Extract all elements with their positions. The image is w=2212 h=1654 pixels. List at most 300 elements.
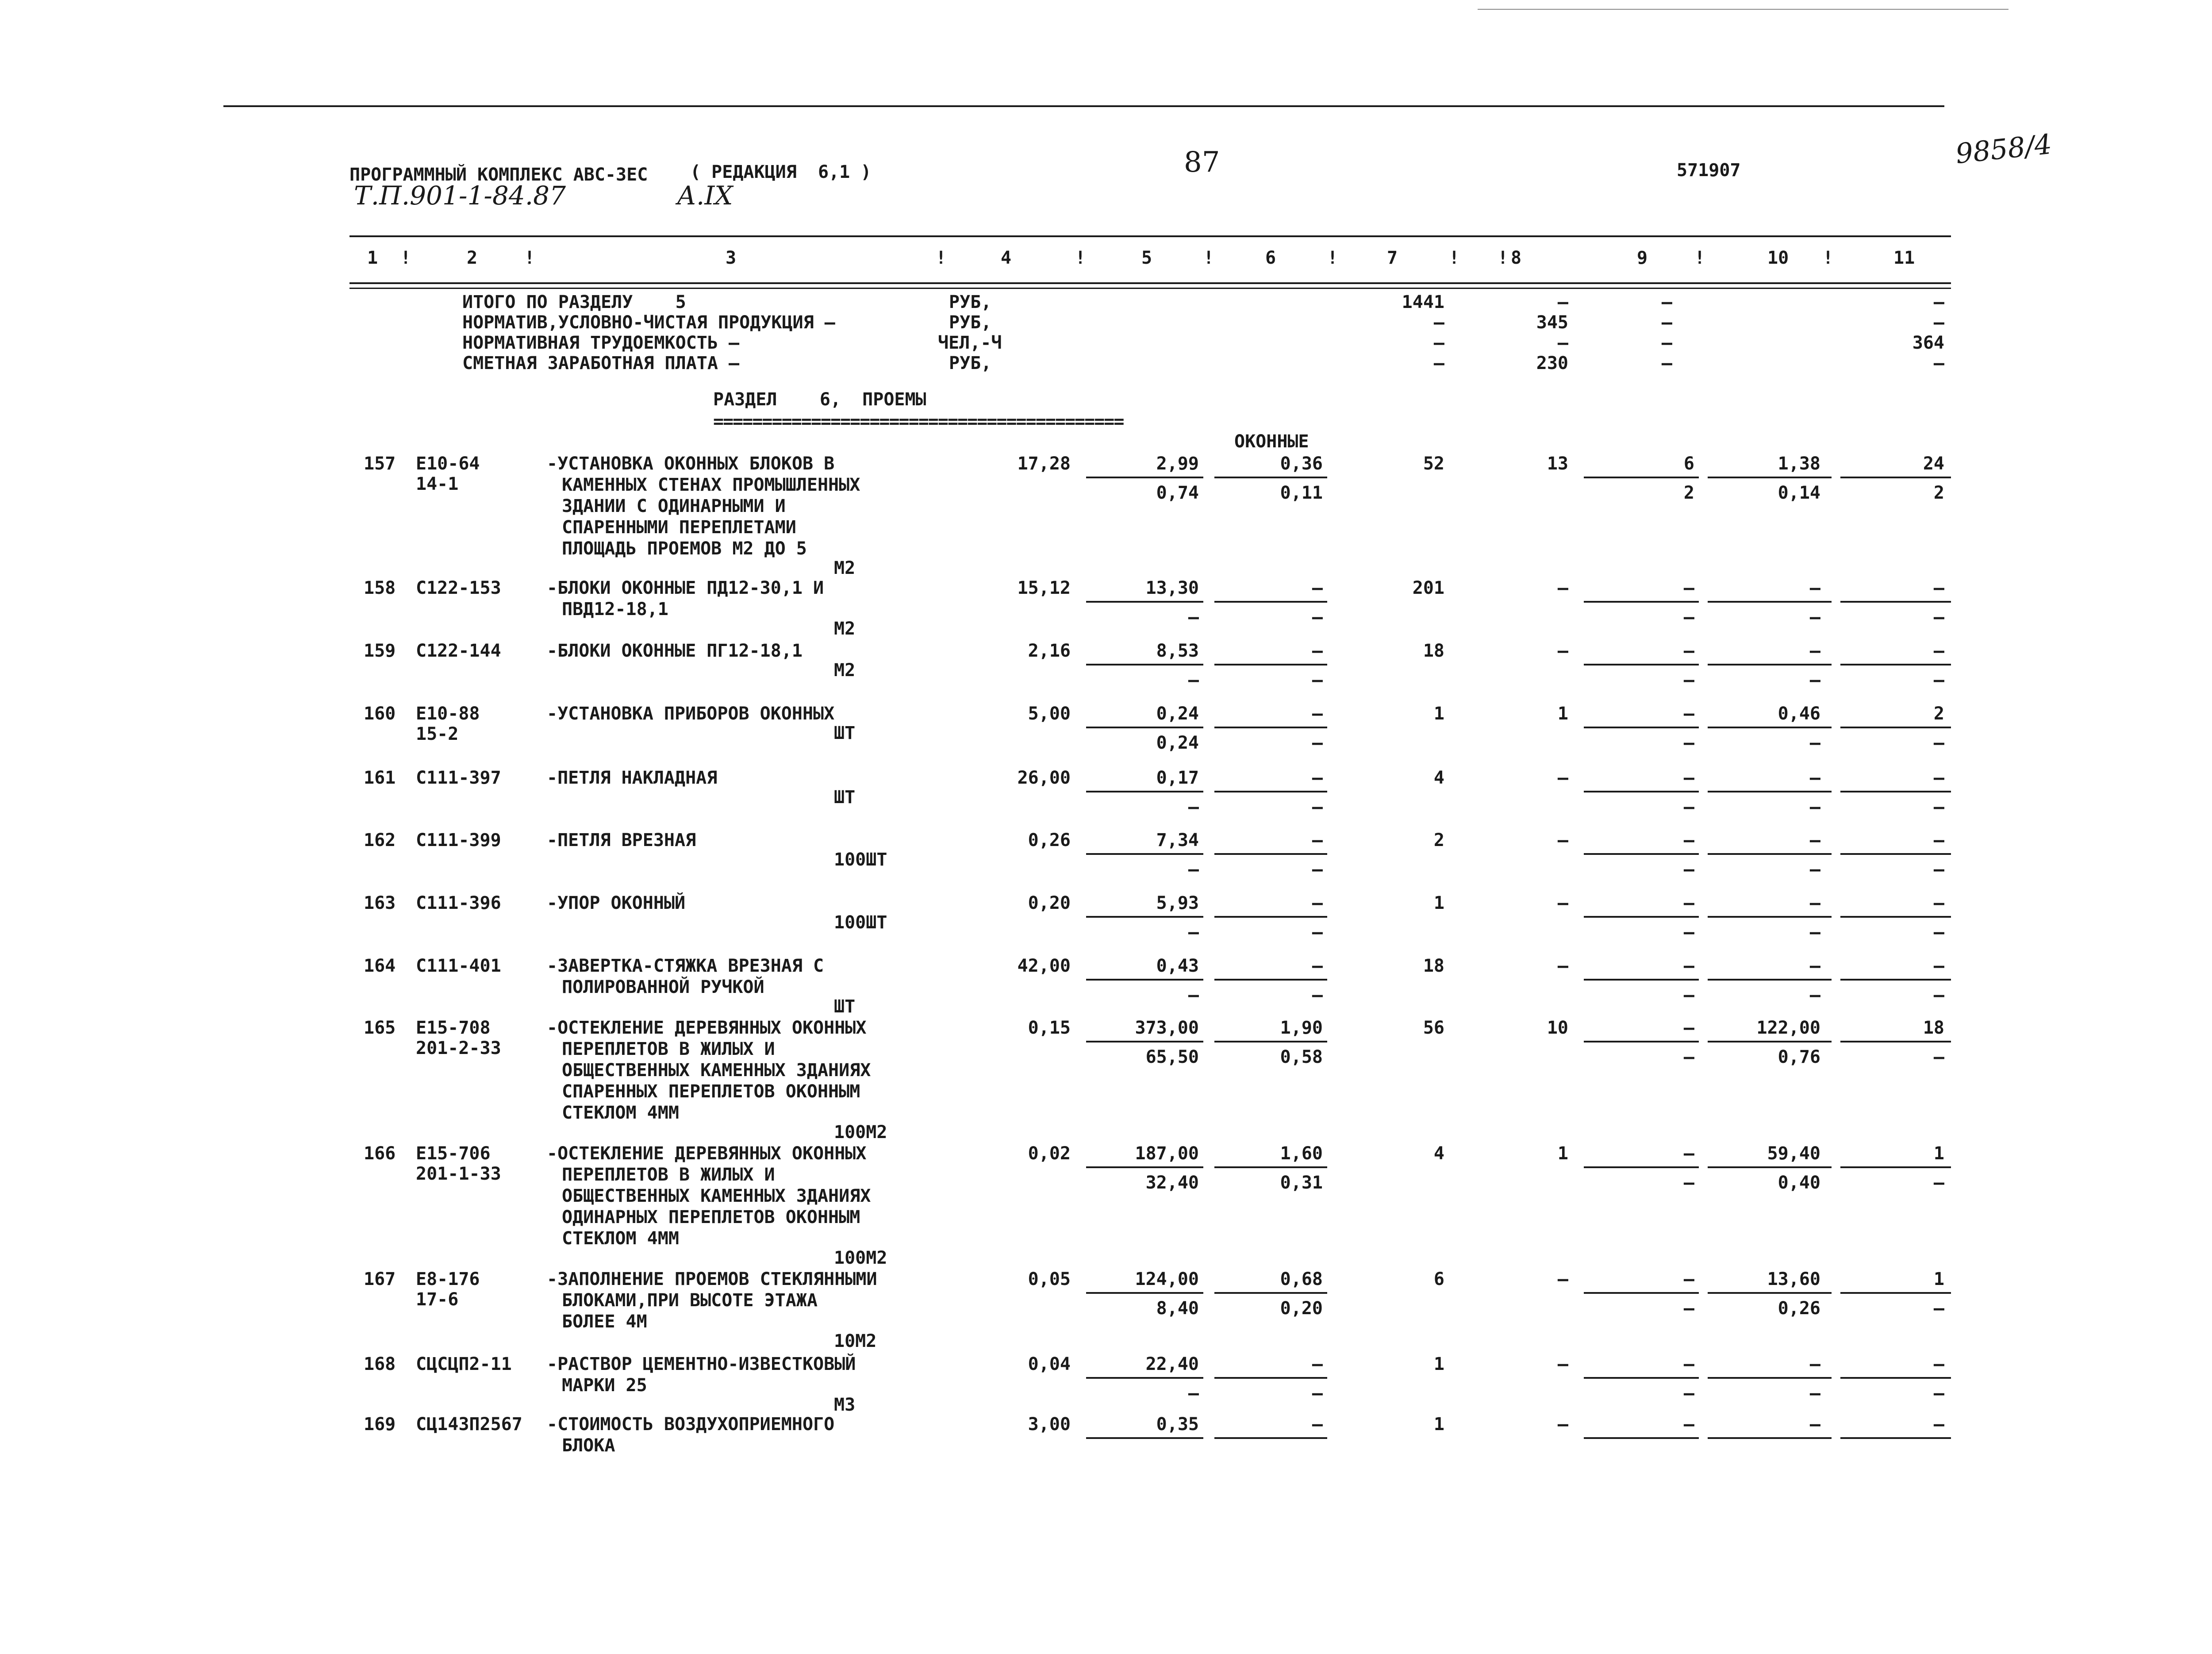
section-title-underline: ==========================================: [713, 412, 1124, 432]
row-code: Е15-708: [416, 1018, 491, 1038]
column-separator: !: [1449, 248, 1460, 268]
row-c10b: –: [1809, 607, 1820, 627]
row-col4-quantity: 3,00: [1028, 1414, 1071, 1435]
row-col4-quantity: 0,20: [1028, 893, 1071, 913]
row-number: 169: [364, 1414, 396, 1435]
row-c8: –: [1557, 1414, 1568, 1435]
row-c5b: –: [1188, 797, 1199, 817]
handwritten-album: А.IX: [677, 181, 733, 211]
row-description-line: -УСТАНОВКА ОКОННЫХ БЛОКОВ В: [547, 454, 835, 474]
row-description-line: МАРКИ 25: [562, 1375, 647, 1396]
row-c7: 52: [1423, 454, 1444, 474]
row-c11-divider: [1840, 664, 1951, 665]
row-c10-divider: [1708, 1437, 1832, 1439]
row-c5-divider: [1086, 477, 1203, 478]
row-description-line: -ПЕТЛЯ ВРЕЗНАЯ: [547, 830, 696, 850]
row-c5-divider: [1086, 1292, 1203, 1294]
row-col4-quantity: 0,26: [1028, 830, 1071, 850]
row-c9b: –: [1683, 670, 1694, 690]
row-description-line: -ОСТЕКЛЕНИЕ ДЕРЕВЯННЫХ ОКОННЫХ: [547, 1018, 867, 1038]
top-faint-rule: [1478, 9, 2008, 10]
row-c6b: –: [1312, 670, 1323, 690]
row-c9: –: [1683, 1143, 1694, 1164]
row-c11: 24: [1923, 454, 1944, 474]
column-header-5: 5: [1141, 248, 1152, 268]
row-code: СЦ143П2567: [416, 1414, 522, 1435]
row-c6-divider: [1214, 916, 1327, 918]
row-code: С111-396: [416, 893, 501, 913]
row-description-line: БЛОКА: [562, 1435, 615, 1456]
totals-label: НОРМАТИВ,УСЛОВНО-ЧИСТАЯ ПРОДУКЦИЯ –: [462, 312, 835, 333]
row-code-2: 15-2: [416, 724, 459, 744]
row-c6-divider: [1214, 601, 1327, 603]
totals-col8: –: [1557, 333, 1568, 353]
row-c9b: 2: [1683, 483, 1694, 503]
row-c7: 1: [1433, 704, 1444, 724]
row-c11-divider: [1840, 477, 1951, 478]
row-code: Е10-88: [416, 704, 480, 724]
row-c7: 18: [1423, 641, 1444, 661]
row-code: С122-153: [416, 578, 501, 598]
row-number: 167: [364, 1269, 396, 1289]
row-c10: –: [1809, 830, 1820, 850]
row-c8: –: [1557, 578, 1568, 598]
row-code: СЦСЦП2-11: [416, 1354, 512, 1374]
row-c9b: –: [1683, 797, 1694, 817]
row-c10b: 0,26: [1778, 1298, 1820, 1319]
row-c11-divider: [1840, 1437, 1951, 1439]
row-description-line: -БЛОКИ ОКОННЫЕ ПГ12-18,1: [547, 641, 803, 661]
row-c6b: –: [1312, 922, 1323, 942]
row-c9b: –: [1683, 1047, 1694, 1067]
row-number: 166: [364, 1143, 396, 1164]
row-c11: 1: [1933, 1269, 1944, 1289]
totals-unit: РУБ,: [949, 353, 992, 373]
row-c7: 4: [1433, 1143, 1444, 1164]
totals-label: СМЕТНАЯ ЗАРАБОТНАЯ ПЛАТА –: [462, 353, 740, 373]
row-c11b: 2: [1933, 483, 1944, 503]
row-c10-divider: [1708, 1041, 1832, 1042]
totals-col7: –: [1433, 333, 1444, 353]
row-number: 168: [364, 1354, 396, 1374]
row-c9b: –: [1683, 859, 1694, 880]
row-c10-divider: [1708, 1166, 1832, 1168]
row-c5-divider: [1086, 1041, 1203, 1042]
row-c6b: –: [1312, 797, 1323, 817]
totals-label: НОРМАТИВНАЯ ТРУДОЕМКОСТЬ –: [462, 333, 740, 353]
row-c9: –: [1683, 1354, 1694, 1374]
row-c6: 1,60: [1280, 1143, 1323, 1164]
row-c6-divider: [1214, 1292, 1327, 1294]
row-c11-divider: [1840, 916, 1951, 918]
row-code: С122-144: [416, 641, 501, 661]
row-c9: 6: [1683, 454, 1694, 474]
column-header-bottom-rule: [349, 282, 1951, 284]
row-c8: –: [1557, 893, 1568, 913]
column-header-11: 11: [1893, 248, 1915, 268]
page-number: 87: [1184, 146, 1220, 179]
row-code: Е8-176: [416, 1269, 480, 1289]
row-c9: –: [1683, 641, 1694, 661]
row-description-line: ПВД12-18,1: [562, 599, 668, 619]
row-col4-quantity: 5,00: [1028, 704, 1071, 724]
row-c11-divider: [1840, 853, 1951, 855]
row-c5-divider: [1086, 601, 1203, 603]
row-c5: 13,30: [1145, 578, 1199, 598]
row-c10b: 0,14: [1778, 483, 1820, 503]
row-c6-divider: [1214, 664, 1327, 665]
row-code: С111-397: [416, 768, 501, 788]
row-c11b: –: [1933, 670, 1944, 690]
row-c11: –: [1933, 768, 1944, 788]
row-c11-divider: [1840, 1166, 1951, 1168]
row-description-line: КАМЕННЫХ СТЕНАХ ПРОМЫШЛЕННЫХ: [562, 475, 860, 495]
row-col4-quantity: 42,00: [1017, 956, 1071, 976]
row-c5b: –: [1188, 922, 1199, 942]
row-c9-divider: [1584, 916, 1699, 918]
row-c9-divider: [1584, 791, 1699, 792]
row-c9-divider: [1584, 1377, 1699, 1379]
totals-unit: РУБ,: [949, 312, 992, 333]
column-subheading-okonnye: ОКОННЫЕ: [1234, 431, 1309, 452]
row-c6-divider: [1214, 1041, 1327, 1042]
row-c11: 18: [1923, 1018, 1944, 1038]
row-c10: 0,46: [1778, 704, 1820, 724]
row-c11-divider: [1840, 727, 1951, 728]
row-description-line: БЛОКАМИ,ПРИ ВЫСОТЕ ЭТАЖА: [562, 1290, 818, 1311]
row-col4-quantity: 15,12: [1017, 578, 1071, 598]
row-c6b: –: [1312, 859, 1323, 880]
row-c10: –: [1809, 768, 1820, 788]
column-separator: !: [1498, 248, 1509, 268]
row-c6: –: [1312, 830, 1323, 850]
totals-col7: –: [1433, 312, 1444, 333]
row-c6-divider: [1214, 853, 1327, 855]
column-separator: !: [1327, 248, 1338, 268]
row-c9: –: [1683, 956, 1694, 976]
column-separator: !: [1694, 248, 1705, 268]
row-c9-divider: [1584, 1292, 1699, 1294]
row-col4-quantity: 2,16: [1028, 641, 1071, 661]
row-description-line: СТЕКЛОМ 4ММ: [562, 1103, 679, 1123]
row-c6-divider: [1214, 1437, 1327, 1439]
row-unit: М2: [834, 660, 856, 681]
row-c6b: –: [1312, 607, 1323, 627]
column-header-8: 8: [1511, 248, 1522, 268]
row-c10: –: [1809, 893, 1820, 913]
row-c6-divider: [1214, 791, 1327, 792]
row-c6: –: [1312, 956, 1323, 976]
column-header-3: 3: [726, 248, 737, 268]
row-unit: М2: [834, 619, 856, 639]
row-c10-divider: [1708, 853, 1832, 855]
row-c5: 0,24: [1156, 704, 1199, 724]
row-c10-divider: [1708, 979, 1832, 981]
top-page-rule: [223, 105, 1944, 107]
row-c11: –: [1933, 956, 1944, 976]
row-c11b: –: [1933, 922, 1944, 942]
row-c10b: 0,76: [1778, 1047, 1820, 1067]
row-c9b: –: [1683, 985, 1694, 1005]
row-c9-divider: [1584, 979, 1699, 981]
row-c10b: –: [1809, 670, 1820, 690]
row-c7: 56: [1423, 1018, 1444, 1038]
row-c7: 4: [1433, 768, 1444, 788]
row-c11b: –: [1933, 1173, 1944, 1193]
row-c8: –: [1557, 956, 1568, 976]
row-c11-divider: [1840, 1292, 1951, 1294]
row-c9b: –: [1683, 1298, 1694, 1319]
row-c11: –: [1933, 578, 1944, 598]
totals-col11: –: [1933, 353, 1944, 373]
row-col4-quantity: 0,15: [1028, 1018, 1071, 1038]
column-header-bottom-rule-2: [349, 288, 1951, 289]
row-number: 163: [364, 893, 396, 913]
row-c5: 124,00: [1135, 1269, 1199, 1289]
row-description-line: ОБЩЕСТВЕННЫХ КАМЕННЫХ ЗДАНИЯХ: [562, 1186, 871, 1206]
row-c8: 10: [1547, 1018, 1568, 1038]
row-c11-divider: [1840, 979, 1951, 981]
column-header-top-rule: [349, 235, 1951, 237]
section-title: РАЗДЕЛ 6, ПРОЕМЫ: [713, 389, 926, 410]
row-c9: –: [1683, 893, 1694, 913]
row-unit: 100ШТ: [834, 850, 887, 870]
row-code-2: 201-2-33: [416, 1038, 501, 1058]
row-number: 160: [364, 704, 396, 724]
totals-col7: 1441: [1402, 292, 1444, 312]
row-c9: –: [1683, 704, 1694, 724]
row-c5-divider: [1086, 791, 1203, 792]
row-c9-divider: [1584, 664, 1699, 665]
row-unit: 100М2: [834, 1122, 887, 1142]
row-c9-divider: [1584, 1437, 1699, 1439]
row-c10-divider: [1708, 477, 1832, 478]
row-c8: –: [1557, 830, 1568, 850]
row-c5b: –: [1188, 1383, 1199, 1404]
row-c6: –: [1312, 1354, 1323, 1374]
row-c5: 373,00: [1135, 1018, 1199, 1038]
row-c5-divider: [1086, 727, 1203, 728]
row-col4-quantity: 0,02: [1028, 1143, 1071, 1164]
row-c5b: –: [1188, 607, 1199, 627]
totals-col9: –: [1661, 312, 1672, 333]
row-c5-divider: [1086, 1437, 1203, 1439]
row-number: 159: [364, 641, 396, 661]
column-separator: !: [1203, 248, 1214, 268]
row-unit: 100ШТ: [834, 912, 887, 933]
program-title: ПРОГРАММНЫЙ КОМПЛЕКС АВС-3ЕС: [349, 165, 648, 185]
row-c9-divider: [1584, 477, 1699, 478]
row-c11b: –: [1933, 859, 1944, 880]
totals-col7: –: [1433, 353, 1444, 373]
row-c8: –: [1557, 768, 1568, 788]
row-description-line: ПЕРЕПЛЕТОВ В ЖИЛЫХ И: [562, 1165, 775, 1185]
row-c5b: –: [1188, 859, 1199, 880]
row-c5: 2,99: [1156, 454, 1199, 474]
row-col4-quantity: 0,04: [1028, 1354, 1071, 1374]
row-c11-divider: [1840, 601, 1951, 603]
row-c7: 2: [1433, 830, 1444, 850]
row-c8: –: [1557, 641, 1568, 661]
row-unit: 10М2: [834, 1331, 877, 1351]
row-description-line: -СТОИМОСТЬ ВОЗДУХОПРИЕМНОГО: [547, 1414, 835, 1435]
totals-col8: 345: [1536, 312, 1568, 333]
column-header-4: 4: [1001, 248, 1012, 268]
row-description-line: -ПЕТЛЯ НАКЛАДНАЯ: [547, 768, 718, 788]
row-c9: –: [1683, 1269, 1694, 1289]
row-c5: 22,40: [1145, 1354, 1199, 1374]
row-code-2: 14-1: [416, 474, 459, 494]
row-c6-divider: [1214, 979, 1327, 981]
row-c6b: –: [1312, 985, 1323, 1005]
row-description-line: ПЕРЕПЛЕТОВ В ЖИЛЫХ И: [562, 1039, 775, 1059]
row-c11: –: [1933, 641, 1944, 661]
row-c6-divider: [1214, 727, 1327, 728]
row-c11: –: [1933, 830, 1944, 850]
row-unit: 100М2: [834, 1248, 887, 1268]
row-description-line: ОБЩЕСТВЕННЫХ КАМЕННЫХ ЗДАНИЯХ: [562, 1060, 871, 1081]
row-c5: 187,00: [1135, 1143, 1199, 1164]
row-description-line: -РАСТВОР ЦЕМЕНТНО-ИЗВЕСТКОВЫЙ: [547, 1354, 856, 1374]
row-number: 162: [364, 830, 396, 850]
row-c11b: –: [1933, 797, 1944, 817]
row-c6b: 0,31: [1280, 1173, 1323, 1193]
row-c10: –: [1809, 1354, 1820, 1374]
row-c5-divider: [1086, 1166, 1203, 1168]
row-c11: –: [1933, 1354, 1944, 1374]
row-unit: ШТ: [834, 996, 856, 1017]
row-description-line: СПАРЕННЫМИ ПЕРЕПЛЕТАМИ: [562, 517, 796, 538]
row-c10: 13,60: [1767, 1269, 1820, 1289]
row-c10-divider: [1708, 1292, 1832, 1294]
column-separator: !: [936, 248, 947, 268]
row-c6: –: [1312, 768, 1323, 788]
row-c5b: –: [1188, 670, 1199, 690]
row-code-2: 201-1-33: [416, 1164, 501, 1184]
row-c10: –: [1809, 1414, 1820, 1435]
row-c10-divider: [1708, 727, 1832, 728]
row-description-line: -ОСТЕКЛЕНИЕ ДЕРЕВЯННЫХ ОКОННЫХ: [547, 1143, 867, 1164]
row-c5b: 0,74: [1156, 483, 1199, 503]
row-c5-divider: [1086, 979, 1203, 981]
row-number: 164: [364, 956, 396, 976]
row-c9: –: [1683, 1018, 1694, 1038]
row-c9b: –: [1683, 733, 1694, 753]
row-code: С111-401: [416, 956, 501, 976]
column-separator: !: [1075, 248, 1086, 268]
row-c5b: 32,40: [1145, 1173, 1199, 1193]
row-c6b: 0,11: [1280, 483, 1323, 503]
column-header-10: 10: [1767, 248, 1789, 268]
row-c10: –: [1809, 578, 1820, 598]
row-description-line: -УСТАНОВКА ПРИБОРОВ ОКОННЫХ: [547, 704, 835, 724]
row-col4-quantity: 0,05: [1028, 1269, 1071, 1289]
row-description-line: ОДИНАРНЫХ ПЕРЕПЛЕТОВ ОКОННЫМ: [562, 1207, 860, 1227]
totals-col9: –: [1661, 353, 1672, 373]
row-c10: 59,40: [1767, 1143, 1820, 1164]
row-c7: 18: [1423, 956, 1444, 976]
column-separator: !: [1823, 248, 1834, 268]
row-c10-divider: [1708, 791, 1832, 792]
totals-unit: РУБ,: [949, 292, 992, 312]
row-c10-divider: [1708, 601, 1832, 603]
row-c8: 13: [1547, 454, 1568, 474]
row-c5: 0,35: [1156, 1414, 1199, 1435]
row-c10b: 0,40: [1778, 1173, 1820, 1193]
row-c6-divider: [1214, 1377, 1327, 1379]
column-separator: !: [524, 248, 535, 268]
row-number: 157: [364, 454, 396, 474]
row-c10-divider: [1708, 664, 1832, 665]
row-unit: М3: [834, 1395, 856, 1415]
row-c8: –: [1557, 1269, 1568, 1289]
row-c11: 1: [1933, 1143, 1944, 1164]
column-header-9: 9: [1637, 248, 1648, 268]
row-c11: 2: [1933, 704, 1944, 724]
row-c5b: 65,50: [1145, 1047, 1199, 1067]
totals-col11: –: [1933, 292, 1944, 312]
row-c10b: –: [1809, 1383, 1820, 1404]
totals-col8: 230: [1536, 353, 1568, 373]
row-c6: –: [1312, 893, 1323, 913]
row-c11: –: [1933, 893, 1944, 913]
row-c5: 0,17: [1156, 768, 1199, 788]
row-c11-divider: [1840, 1377, 1951, 1379]
row-c9b: –: [1683, 607, 1694, 627]
row-c6-divider: [1214, 1166, 1327, 1168]
row-c5: 5,93: [1156, 893, 1199, 913]
row-c9: –: [1683, 578, 1694, 598]
row-c10-divider: [1708, 1377, 1832, 1379]
row-c5: 0,43: [1156, 956, 1199, 976]
row-c6: –: [1312, 1414, 1323, 1435]
row-c11b: –: [1933, 985, 1944, 1005]
row-c10-divider: [1708, 916, 1832, 918]
column-header-7: 7: [1387, 248, 1398, 268]
row-description-line: ПЛОЩАДЬ ПРОЕМОВ М2 ДО 5: [562, 539, 807, 559]
row-c11-divider: [1840, 791, 1951, 792]
row-code-2: 17-6: [416, 1289, 459, 1310]
column-header-6: 6: [1265, 248, 1276, 268]
row-c9-divider: [1584, 853, 1699, 855]
row-code: С111-399: [416, 830, 501, 850]
row-c10b: –: [1809, 859, 1820, 880]
row-c5: 8,53: [1156, 641, 1199, 661]
row-c5-divider: [1086, 664, 1203, 665]
totals-col9: –: [1661, 292, 1672, 312]
row-c11: –: [1933, 1414, 1944, 1435]
row-c10: –: [1809, 956, 1820, 976]
row-c6: –: [1312, 578, 1323, 598]
row-c5b: 0,24: [1156, 733, 1199, 753]
row-c5b: –: [1188, 985, 1199, 1005]
row-c9: –: [1683, 1414, 1694, 1435]
row-c10b: –: [1809, 797, 1820, 817]
row-c5: 7,34: [1156, 830, 1199, 850]
row-c6b: 0,20: [1280, 1298, 1323, 1319]
row-number: 165: [364, 1018, 396, 1038]
row-description-line: ЗДАНИИ С ОДИНАРНЫМИ И: [562, 496, 786, 516]
row-c11-divider: [1840, 1041, 1951, 1042]
row-c7: 1: [1433, 893, 1444, 913]
row-unit: М2: [834, 558, 856, 578]
row-c11b: –: [1933, 607, 1944, 627]
row-c6b: –: [1312, 1383, 1323, 1404]
document-code: 571907: [1677, 160, 1741, 181]
row-c11b: –: [1933, 1298, 1944, 1319]
row-number: 158: [364, 578, 396, 598]
row-c10: 1,38: [1778, 454, 1820, 474]
